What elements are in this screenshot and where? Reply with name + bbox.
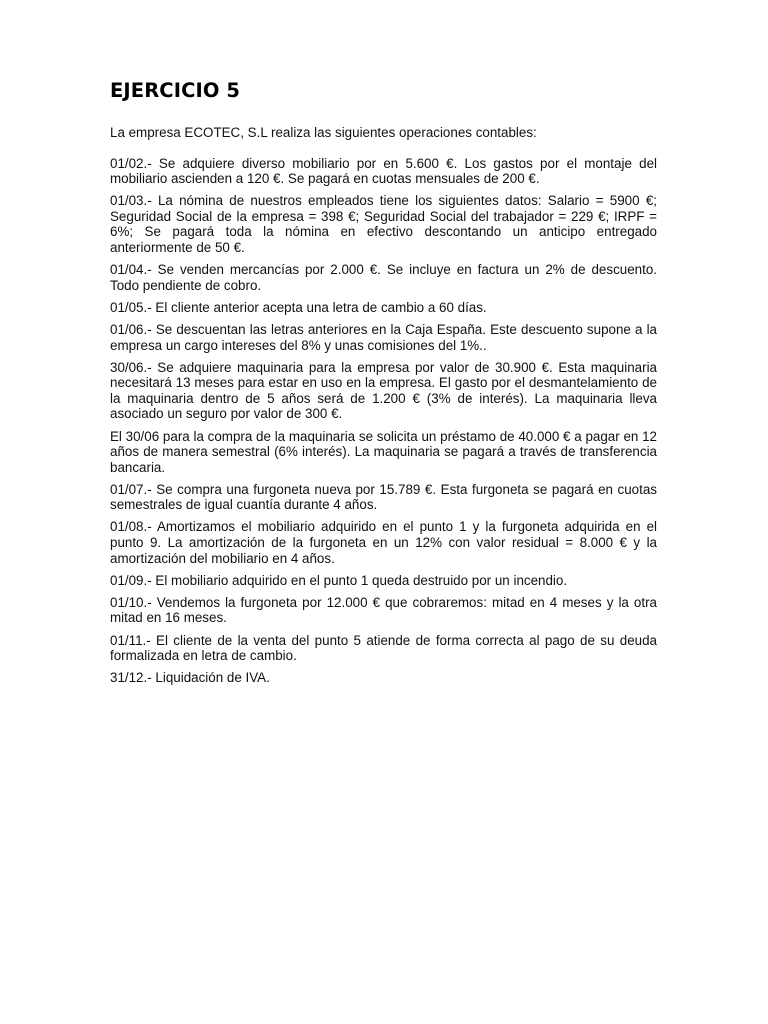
operation-paragraph: 01/10.- Vendemos la furgoneta por 12.000 € que cobraremos: mitad en 4 meses y la otra mitad en 16 meses.: [110, 594, 657, 626]
document-page: [110, 78, 657, 692]
operation-paragraph: 01/03.- La nómina de nuestros empleados tiene los siguientes datos: Salario = 5900 €; Seguridad Social de la empresa = 398 €; Seguridad Social del trabajador = 229 €; IRPF = 6%; Se pagará toda la nómina en efectivo descontando un anticipo entregado anteriormente de 50 €.: [110, 193, 657, 256]
operation-paragraph: El 30/06 para la compra de la maquinaria se solicita un préstamo de 40.000 € a pagar en 12 años de manera semestral (6% interés). La maquinaria se pagará a través de transferencia bancaria.: [110, 428, 657, 475]
operation-paragraph: 01/08.- Amortizamos el mobiliario adquirido en el punto 1 y la furgoneta adquirida en el punto 9. La amortización de la furgoneta en un 12% con valor residual = 8.000 € y la amortización del mobiliario en 4 años.: [110, 519, 657, 566]
operation-paragraph: 01/02.- Se adquiere diverso mobiliario por en 5.600 €. Los gastos por el montaje del mobiliario ascienden a 120 €. Se pagará en cuotas mensuales de 200 €.: [110, 155, 657, 187]
operation-paragraph: 01/05.- El cliente anterior acepta una letra de cambio a 60 días.: [110, 299, 487, 315]
operation-paragraph: 30/06.- Se adquiere maquinaria para la empresa por valor de 30.900 €. Esta maquinaria necesitará 13 meses para estar en uso en la empresa. El gasto por el desmantelamiento de la maquinaria dentro de 5 años será de 1.200 € (3% de interés). La maquinaria lleva asociado un seguro por valor de 300 €.: [110, 359, 657, 422]
operation-paragraph: 01/04.- Se venden mercancías por 2.000 €. Se incluye en factura un 2% de descuento. Todo pendiente de cobro.: [110, 262, 657, 293]
operation-paragraph: 01/09.- El mobiliario adquirido en el punto 1 queda destruido por un incendio.: [110, 572, 568, 588]
exercise-title: EJERCICIO 5: [110, 79, 241, 102]
operation-paragraph: 01/07.- Se compra una furgoneta nueva por 15.789 €. Esta furgoneta se pagará en cuotas semestrales de igual cuantía durante 4 años.: [110, 481, 657, 513]
operation-paragraph: 31/12.- Liquidación de IVA.: [110, 670, 270, 686]
operation-paragraph: 01/11.- El cliente de la venta del punto 5 atiende de forma correcta al pago de su deuda formalizada en letra de cambio.: [110, 632, 657, 664]
operation-paragraph: 01/06.- Se descuentan las letras anteriores en la Caja España. Este descuento supone a la empresa un cargo intereses del 8% y unas comisiones del 1%..: [110, 321, 657, 353]
intro-paragraph: La empresa ECOTEC, S.L realiza las siguientes operaciones contables:: [110, 125, 537, 140]
